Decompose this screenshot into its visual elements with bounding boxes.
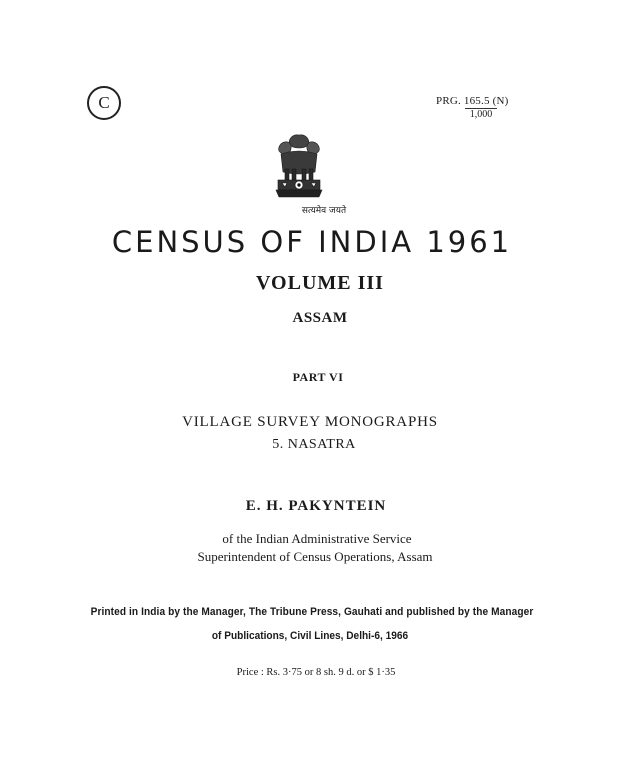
imprint-line-1: Printed in India by the Manager, The Tribune Press, Gauhati and published by the Manager xyxy=(90,606,534,618)
author-service: of the Indian Administrative Service xyxy=(222,531,412,546)
emblem-motto: सत्यमेव जयते xyxy=(301,206,347,216)
volume-title: VOLUME III xyxy=(256,272,384,294)
copyright-symbol: C xyxy=(98,93,110,112)
reference-fraction: 1,000 xyxy=(465,108,497,120)
copyright-mark xyxy=(87,86,121,120)
part-title: PART VI xyxy=(292,370,344,384)
imprint-line-2: of Publications, Civil Lines, Delhi-6, 1966 xyxy=(211,630,409,642)
author-name: E. H. PAKYNTEIN xyxy=(245,498,387,514)
author-role: Superintendent of Census Operations, Assam xyxy=(197,549,433,564)
state-emblem-icon xyxy=(266,133,332,203)
state-title: ASSAM xyxy=(292,310,348,326)
series-title: VILLAGE SURVEY MONOGRAPHS xyxy=(182,414,438,430)
main-title: CENSUS OF INDIA 1961 xyxy=(111,225,513,259)
monograph-title: 5. NASATRA xyxy=(272,437,356,452)
reference-number: PRG. 165.5 (N) xyxy=(436,95,509,107)
price-line: Price : Rs. 3·75 or 8 sh. 9 d. or $ 1·35 xyxy=(236,667,396,678)
